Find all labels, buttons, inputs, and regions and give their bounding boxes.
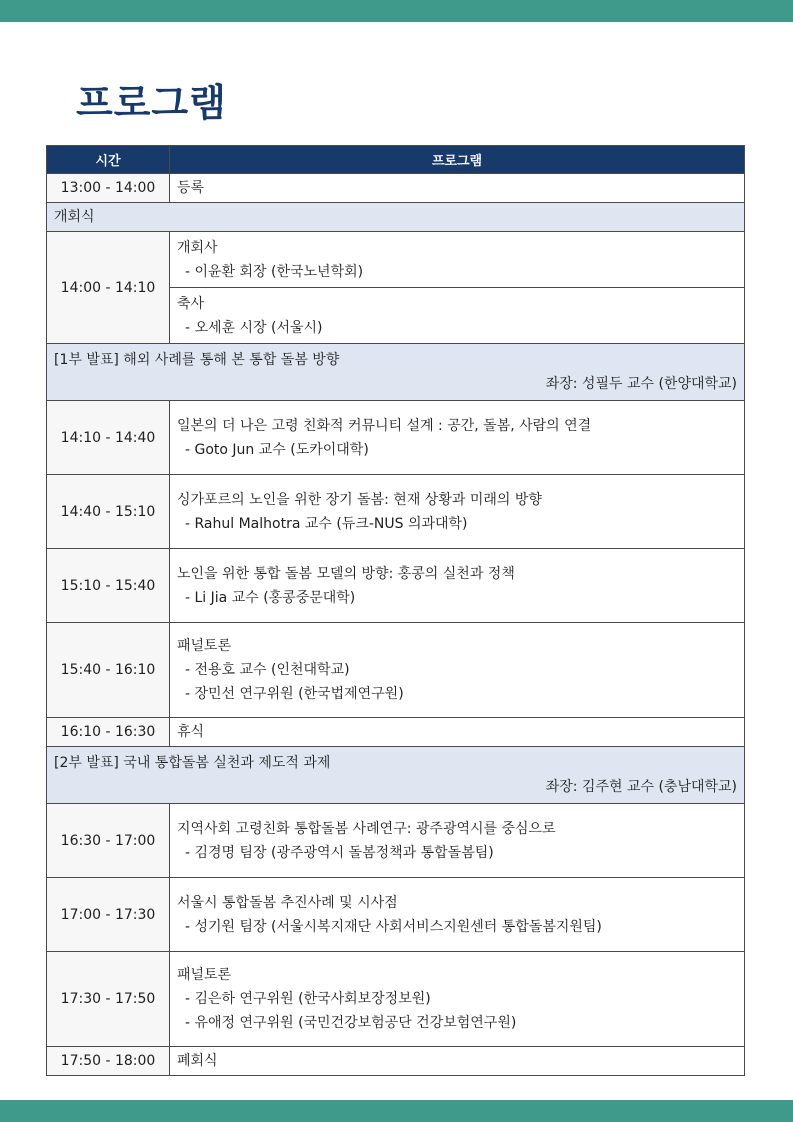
time-cell: 17:00 - 17:30: [47, 878, 170, 952]
panel-member: - 전용호 교수 (인천대학교): [185, 662, 350, 678]
table-row: [47, 623, 745, 718]
program-cell: [170, 232, 745, 288]
section-cell: [47, 344, 745, 401]
program-table: [46, 145, 745, 1076]
talk-title: 노인을 위한 통합 돌봄 모델의 방향: 홍콩의 실천과 정책: [177, 565, 515, 582]
section-title: [1부 발표] 해외 사례를 통해 본 통합 돌봄 방향: [54, 352, 340, 368]
time-cell: 16:10 - 16:30: [47, 718, 170, 747]
time-cell: 13:00 - 14:00: [47, 174, 170, 203]
program-cell: 휴식: [170, 718, 745, 747]
table-row: [47, 804, 745, 878]
table-row: [47, 401, 745, 475]
talk-title: 일본의 더 나은 고령 친화적 커뮤니티 설계 : 공간, 돌봄, 사람의 연결: [177, 417, 592, 434]
talk-speaker: - Rahul Malhotra 교수 (듀크-NUS 의과대학): [185, 515, 468, 532]
talk-speaker: - 김경명 팀장 (광주광역시 돌봄정책과 통합돌봄팀): [185, 844, 494, 861]
talk-speaker: - Li Jia 교수 (홍콩중문대학): [185, 589, 356, 606]
section-row-session2: [47, 747, 745, 804]
program-cell: [170, 623, 745, 718]
program-cell: [170, 804, 745, 878]
section-row-session1: [47, 344, 745, 401]
section-row-opening: [47, 203, 745, 232]
table-row: [47, 549, 745, 623]
table-row: [47, 878, 745, 952]
section-title: [2부 발표] 국내 통합돌봄 실천과 제도적 과제: [54, 755, 331, 771]
panel-title: 패널토론: [177, 638, 232, 654]
panel-member: - 김은하 연구위원 (한국사회보장정보원): [185, 991, 431, 1007]
talk-speaker: - Goto Jun 교수 (도카이대학): [185, 441, 369, 458]
bottom-accent-band: [0, 1100, 793, 1122]
section-chair: 좌장: 성필두 교수 (한양대학교): [545, 376, 737, 392]
time-cell: 14:40 - 15:10: [47, 475, 170, 549]
item-title: 축사: [177, 295, 205, 312]
table-header-row: [47, 146, 745, 174]
top-accent-band: [0, 0, 793, 22]
program-cell: [170, 549, 745, 623]
table-row: [47, 174, 745, 203]
item-detail: - 이윤환 회장 (한국노년학회): [185, 263, 364, 280]
program-cell: [170, 952, 745, 1047]
program-cell: 폐회식: [170, 1047, 745, 1076]
table-row: [47, 232, 745, 288]
time-cell: 17:50 - 18:00: [47, 1047, 170, 1076]
talk-title: 지역사회 고령친화 통합돌봄 사례연구: 광주광역시를 중심으로: [177, 820, 556, 837]
talk-title: 서울시 통합돌봄 추진사례 및 시사점: [177, 894, 398, 911]
program-cell: [170, 401, 745, 475]
talk-speaker: - 성기원 팀장 (서울시복지재단 사회서비스지원센터 통합돌봄지원팀): [185, 918, 602, 935]
section-cell: [47, 747, 745, 804]
table-row: [47, 1047, 745, 1076]
program-cell: [170, 288, 745, 344]
program-cell: [170, 475, 745, 549]
program-cell: 등록: [170, 174, 745, 203]
page-title: 프로그램: [76, 81, 227, 125]
table-row: [47, 718, 745, 747]
section-title: 개회식: [47, 203, 745, 232]
time-cell: 14:10 - 14:40: [47, 401, 170, 475]
program-cell: [170, 878, 745, 952]
time-cell: 17:30 - 17:50: [47, 952, 170, 1047]
section-chair: 좌장: 김주현 교수 (충남대학교): [545, 779, 737, 795]
panel-title: 패널토론: [177, 967, 232, 983]
panel-member: - 장민선 연구위원 (한국법제연구원): [185, 686, 404, 702]
panel-member: - 유애정 연구위원 (국민건강보험공단 건강보험연구원): [185, 1015, 517, 1031]
time-cell: 14:00 - 14:10: [47, 232, 170, 344]
header-program: 프로그램: [170, 146, 745, 174]
table-row: [47, 475, 745, 549]
time-cell: 15:10 - 15:40: [47, 549, 170, 623]
header-time: 시간: [47, 146, 170, 174]
time-cell: 16:30 - 17:00: [47, 804, 170, 878]
item-detail: - 오세훈 시장 (서울시): [185, 319, 323, 336]
time-cell: 15:40 - 16:10: [47, 623, 170, 718]
talk-title: 싱가포르의 노인을 위한 장기 돌봄: 현재 상황과 미래의 방향: [177, 491, 542, 508]
item-title: 개회사: [177, 239, 218, 256]
table-row: [47, 952, 745, 1047]
